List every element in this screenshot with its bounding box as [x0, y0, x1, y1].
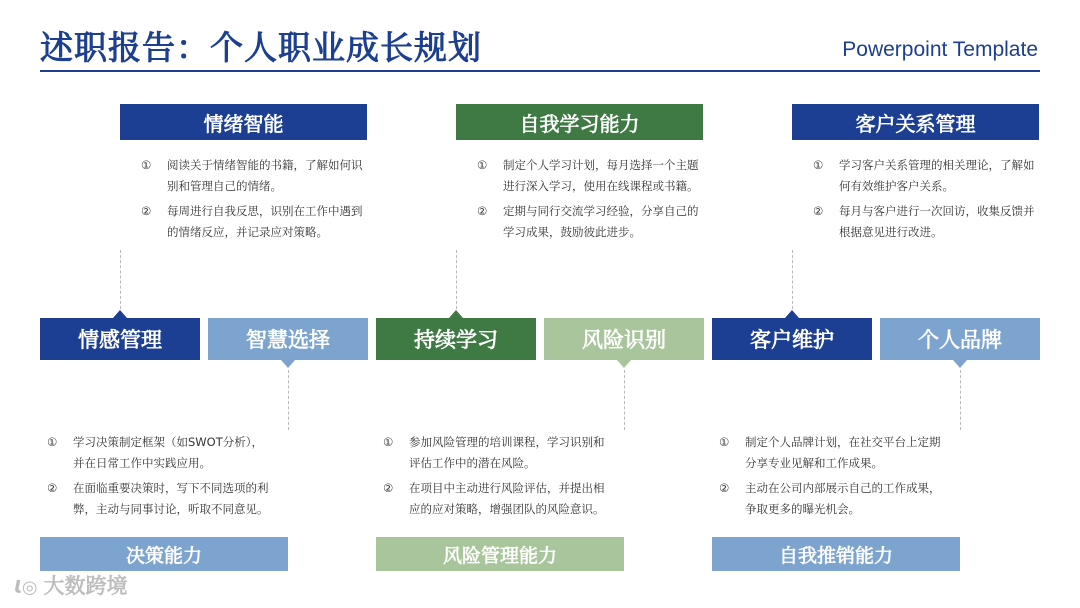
pointer-up-icon	[785, 310, 799, 318]
mid-right-label: 智慧选择	[246, 328, 330, 352]
connector-line	[120, 250, 121, 309]
list-item: ② 在项目中主动进行风险评估，并提出相应的应对策略，增强团队的风险意识。	[383, 481, 605, 516]
pointer-up-icon	[113, 310, 127, 318]
pointer-down-icon	[953, 360, 967, 368]
mid-right-box-3	[880, 318, 1040, 360]
bottom-title-label: 风险管理能力	[442, 544, 557, 567]
watermark	[14, 570, 128, 600]
connector-line	[624, 370, 625, 430]
page-subtitle: Powerpoint Template	[842, 38, 1038, 61]
watermark-text: 大数跨境	[43, 574, 128, 598]
bottom-list-3	[719, 432, 945, 524]
list-item: ② 每月与客户进行一次回访，收集反馈并根据意见进行改进。	[813, 204, 1035, 239]
pointer-up-icon	[449, 310, 463, 318]
bottom-title-label: 决策能力	[125, 544, 202, 567]
mid-left-box-2	[376, 318, 536, 360]
list-item: ② 在面临重要决策时，写下不同选项的利弊，主动与同事讨论，听取不同意见。	[47, 481, 269, 516]
top-list-3	[813, 155, 1035, 247]
mid-right-label: 个人品牌	[918, 328, 1002, 352]
mid-left-label: 持续学习	[414, 328, 498, 352]
connector-line	[288, 370, 289, 430]
top-title-box-3	[792, 104, 1039, 140]
bottom-list-1	[47, 432, 273, 524]
connector-line	[456, 250, 457, 309]
mid-left-box-3	[712, 318, 872, 360]
list-item: ② 定期与同行交流学习经验，分享自己的学习成果，鼓励彼此进步。	[477, 204, 699, 239]
list-item: ② 主动在公司内部展示自己的工作成果，争取更多的曝光机会。	[719, 481, 941, 516]
mid-left-box-1	[40, 318, 200, 360]
bottom-list-2	[383, 432, 609, 524]
pointer-down-icon	[281, 360, 295, 368]
page-title: 述职报告：个人职业成长规划	[40, 28, 482, 67]
mid-left-label: 客户维护	[750, 328, 834, 352]
top-title-box-1	[120, 104, 367, 140]
list-item: ① 学习决策制定框架（如SWOT分析），并在日常工作中实践应用。	[47, 435, 263, 470]
header-divider	[40, 70, 1040, 72]
top-title-box-2	[456, 104, 703, 140]
watermark-logo-icon: Ɩ◎	[14, 577, 38, 598]
connector-line	[792, 250, 793, 309]
mid-right-box-1	[208, 318, 368, 360]
bottom-title-box-3	[712, 537, 960, 571]
pointer-down-icon	[617, 360, 631, 368]
list-item: ① 制定个人学习计划，每月选择一个主题进行深入学习，使用在线课程或书籍。	[477, 158, 699, 193]
list-item: ① 制定个人品牌计划，在社交平台上定期分享专业见解和工作成果。	[719, 435, 941, 470]
connector-line	[960, 370, 961, 430]
mid-right-label: 风险识别	[582, 328, 666, 352]
top-title-label: 自我学习能力	[519, 111, 640, 136]
bottom-title-box-1	[40, 537, 288, 571]
list-item: ① 参加风险管理的培训课程，学习识别和评估工作中的潜在风险。	[383, 435, 605, 470]
mid-left-label: 情感管理	[78, 328, 162, 352]
top-title-label: 客户关系管理	[855, 111, 976, 136]
list-item: ① 阅读关于情绪智能的书籍，了解如何识别和管理自己的情绪。	[141, 158, 363, 193]
top-title-label: 情绪智能	[203, 111, 284, 136]
mid-right-box-2	[544, 318, 704, 360]
bottom-title-box-2	[376, 537, 624, 571]
bottom-title-label: 自我推销能力	[778, 544, 893, 567]
list-item: ① 学习客户关系管理的相关理论，了解如何有效维护客户关系。	[813, 158, 1035, 193]
top-list-1	[141, 155, 363, 247]
top-list-2	[477, 155, 699, 247]
list-item: ② 每周进行自我反思，识别在工作中遇到的情绪反应，并记录应对策略。	[141, 204, 363, 239]
